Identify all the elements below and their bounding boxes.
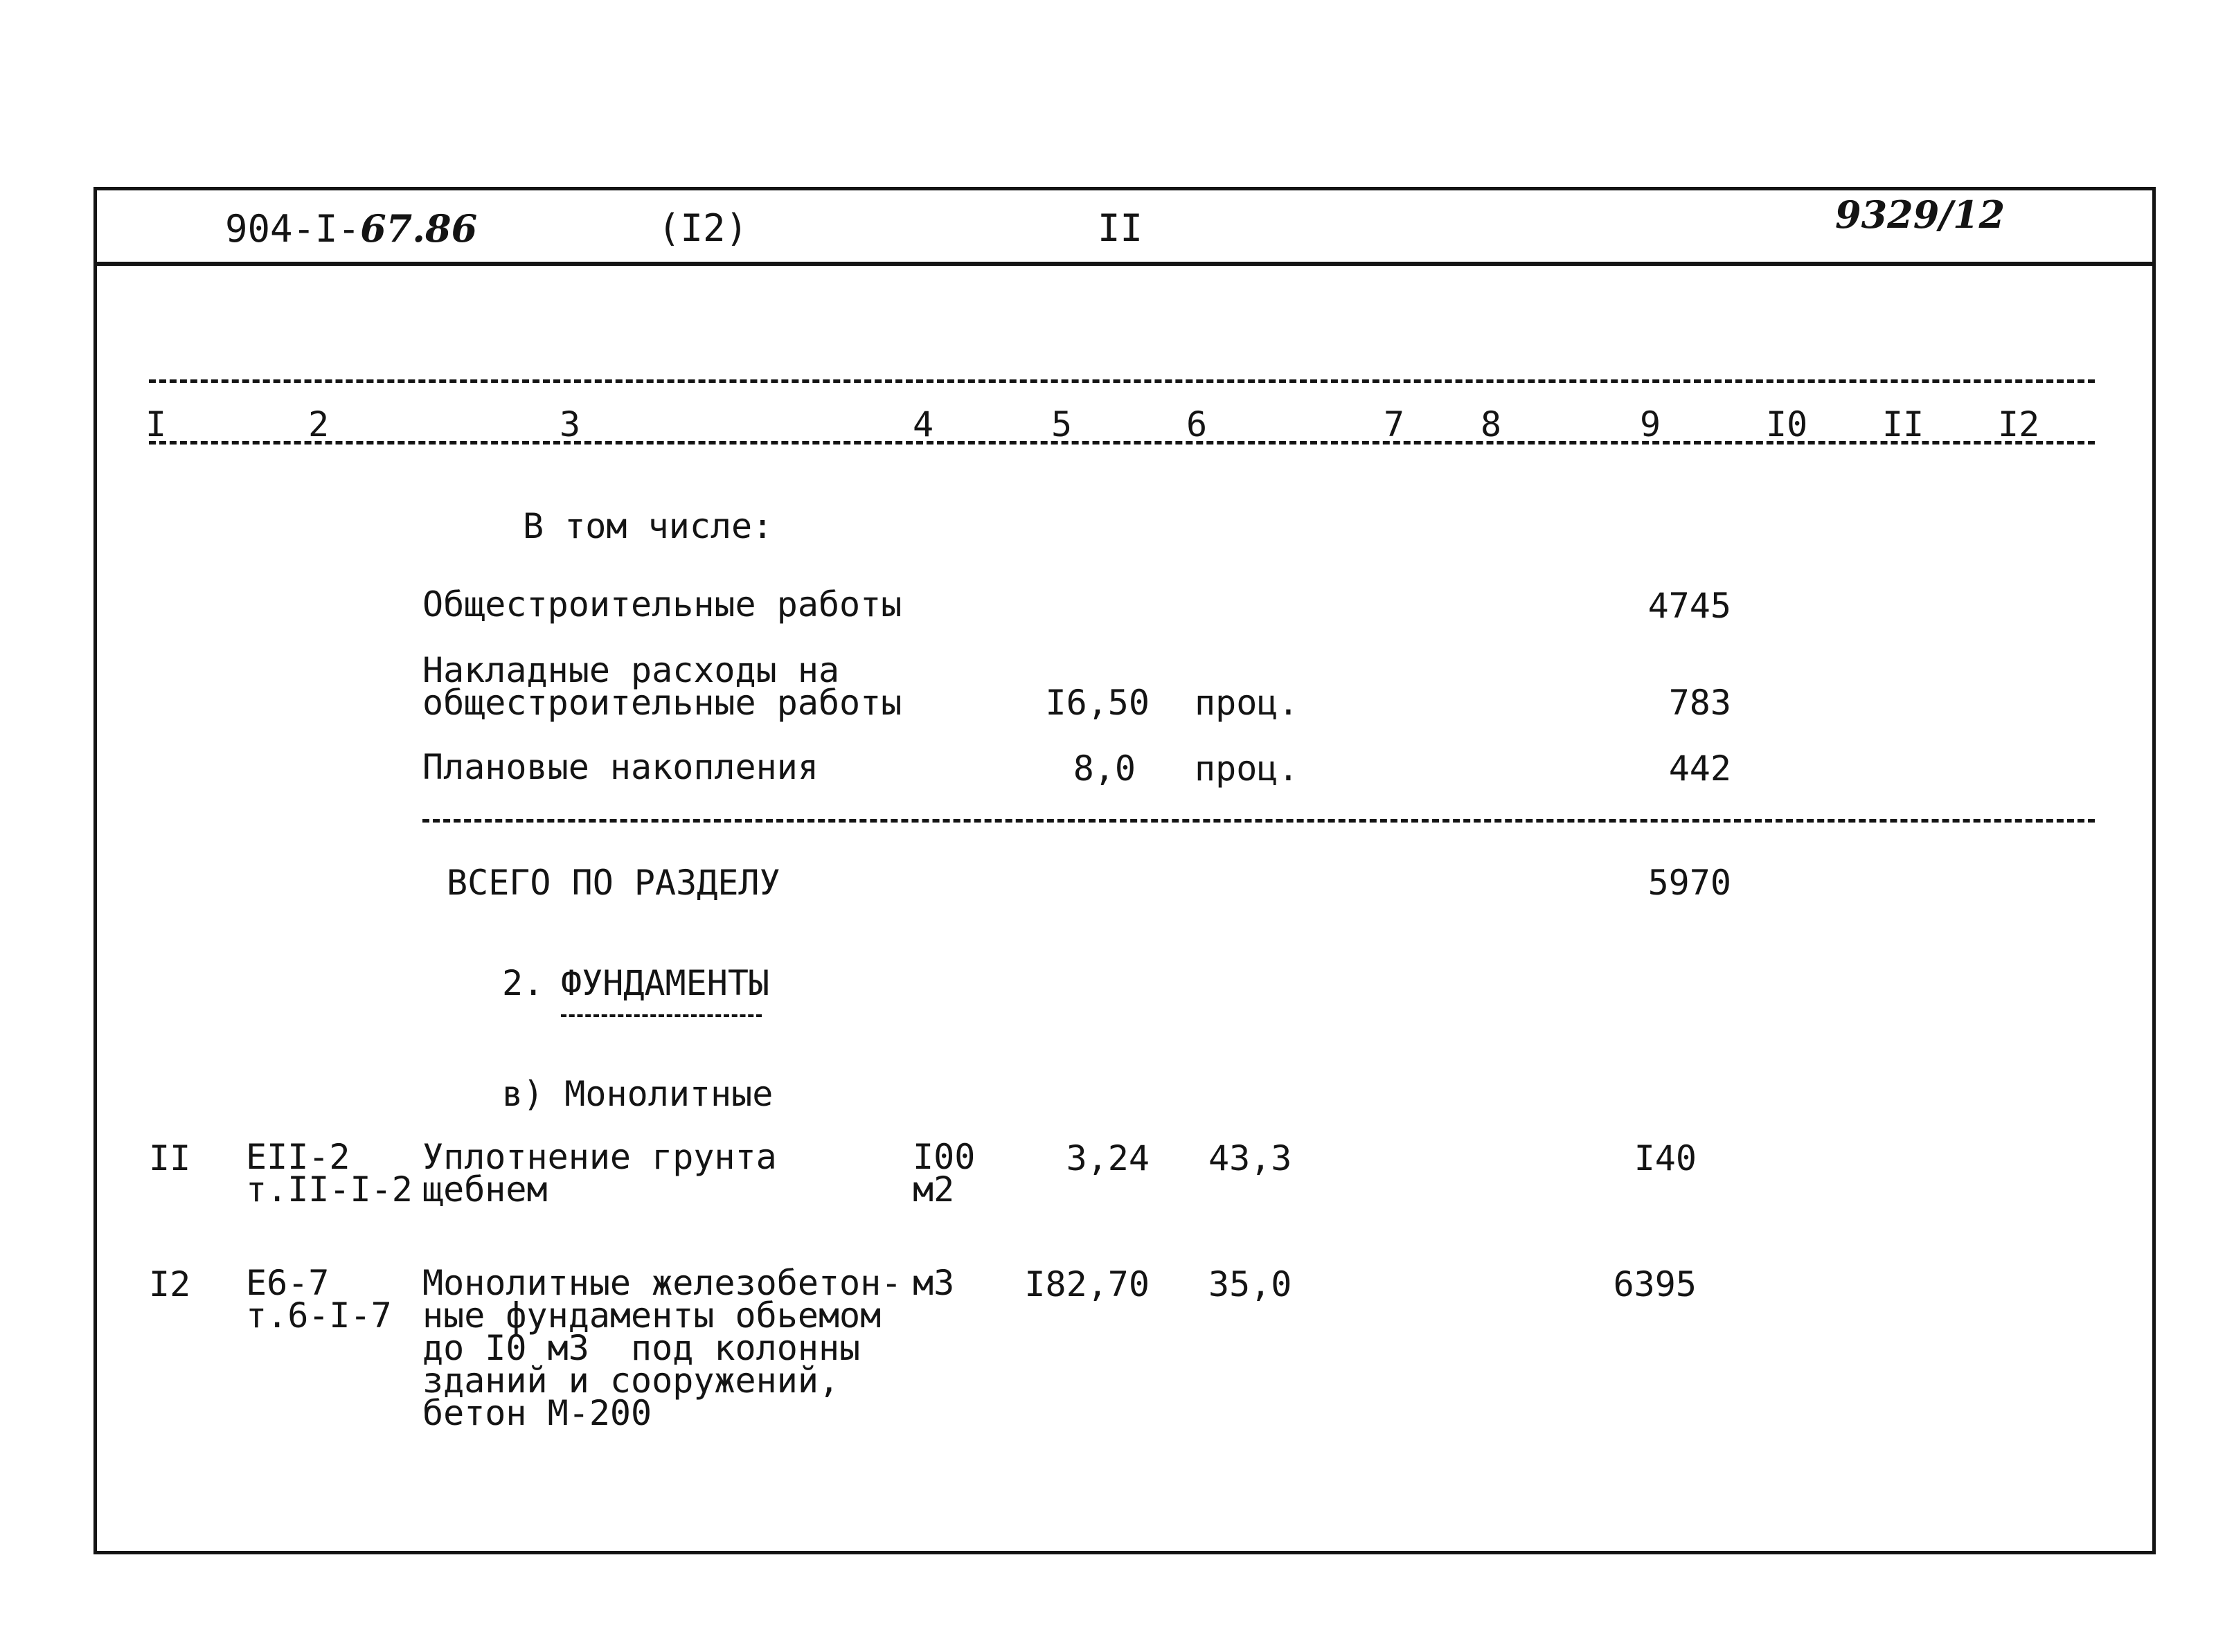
column-number: 7 bbox=[1384, 404, 1405, 445]
summary-row-amount: 4745 bbox=[1647, 586, 1731, 626]
section-title-underline bbox=[561, 1014, 762, 1017]
doc-number-handwritten: 67.86 bbox=[360, 206, 478, 251]
item-total: I40 bbox=[1634, 1138, 1697, 1178]
summary-row-name: Общестроительные работы bbox=[422, 584, 902, 625]
archive-number-handwritten: 9329/12 bbox=[1835, 192, 2005, 237]
including-label: В том числе: bbox=[523, 506, 774, 546]
item-description: Монолитные железобетон- ные фундаменты обьемом до I0 м3 под колонны зданий и сооружений, бетон М-200 bbox=[422, 1263, 902, 1433]
item-total: 6395 bbox=[1613, 1264, 1697, 1304]
sheet-reference: (I2) bbox=[658, 206, 749, 250]
column-number: 5 bbox=[1051, 404, 1073, 445]
summary-total-rule bbox=[422, 819, 2095, 823]
column-number: 8 bbox=[1481, 404, 1502, 445]
summary-row-unit: проц. bbox=[1195, 683, 1299, 723]
summary-row-name: Накладные расходы на общестроительные работы bbox=[422, 650, 902, 723]
item-position: II bbox=[149, 1138, 191, 1178]
column-number: 3 bbox=[560, 404, 581, 445]
summary-row-rate: 8,0 bbox=[1073, 748, 1136, 789]
item-code: EII-2 т.II-I-2 bbox=[246, 1137, 413, 1210]
column-number: 9 bbox=[1640, 404, 1661, 445]
item-unit: м3 bbox=[913, 1263, 955, 1303]
item-position: I2 bbox=[149, 1264, 191, 1304]
item-quantity: 3,24 bbox=[1066, 1138, 1150, 1178]
item-quantity: I82,70 bbox=[1024, 1264, 1150, 1304]
column-number: I0 bbox=[1766, 404, 1808, 445]
doc-number: 904-I-67.86 bbox=[225, 206, 478, 251]
subsection-title: в) Монолитные bbox=[502, 1074, 774, 1114]
item-code: E6-7 т.6-I-7 bbox=[246, 1263, 392, 1336]
column-number: 6 bbox=[1186, 404, 1208, 445]
summary-row-rate: I6,50 bbox=[1045, 683, 1150, 723]
column-number: I bbox=[145, 404, 167, 445]
column-number: II bbox=[1882, 404, 1924, 445]
column-header-top-rule bbox=[149, 379, 2095, 383]
section-total-label: ВСЕГО ПО РАЗДЕЛУ bbox=[447, 863, 780, 903]
summary-row-amount: 783 bbox=[1668, 683, 1731, 723]
item-price: 35,0 bbox=[1208, 1264, 1292, 1304]
item-price: 43,3 bbox=[1208, 1138, 1292, 1178]
item-description: Уплотнение грунта щебнем bbox=[422, 1137, 777, 1210]
section-title: ФУНДАМЕНТЫ bbox=[561, 963, 770, 1003]
section-total-amount: 5970 bbox=[1647, 863, 1731, 903]
column-number: 4 bbox=[913, 404, 934, 445]
item-unit: I00 м2 bbox=[913, 1137, 976, 1210]
section-number: 2. bbox=[502, 963, 544, 1003]
page-frame bbox=[93, 187, 2156, 1554]
header-rule bbox=[93, 262, 2156, 266]
column-number: 2 bbox=[308, 404, 330, 445]
summary-row-name: Плановые накопления bbox=[422, 747, 819, 787]
summary-row-unit: проц. bbox=[1195, 748, 1299, 789]
column-number: I2 bbox=[1998, 404, 2040, 445]
summary-row-amount: 442 bbox=[1668, 748, 1731, 789]
page-number: II bbox=[1098, 206, 1143, 250]
